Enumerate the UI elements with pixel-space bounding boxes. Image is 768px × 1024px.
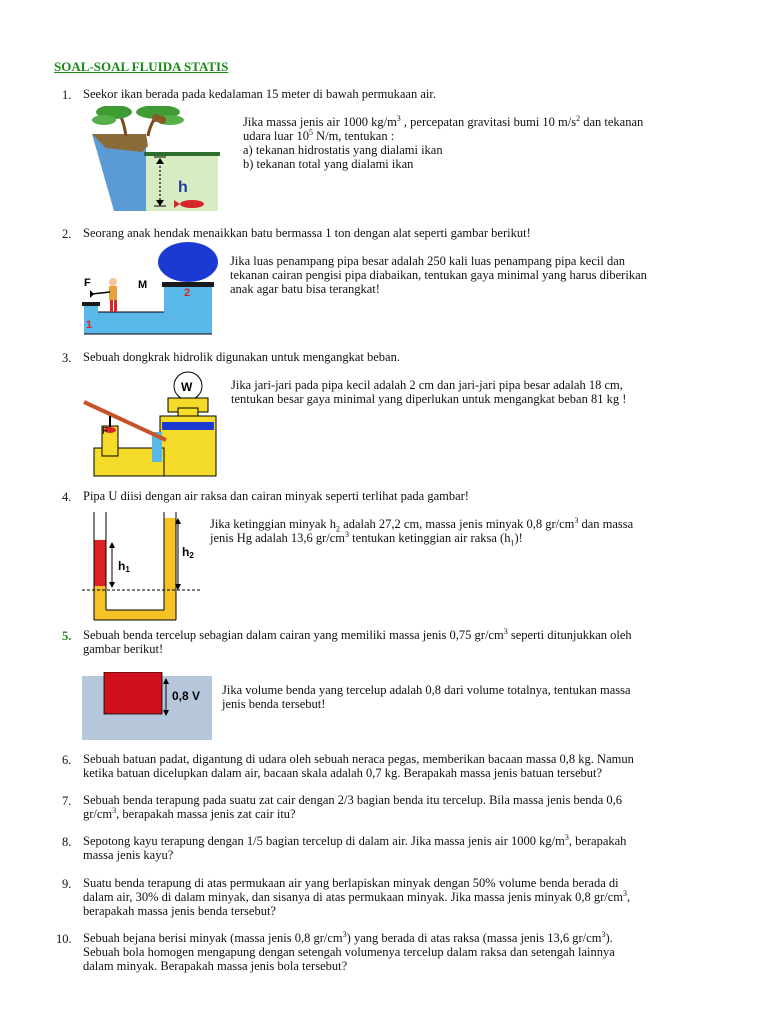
question-4-stem: Pipa U diisi dengan air raksa dan cairan minyak seperti terlihat pada gambar! <box>83 489 469 503</box>
question-5-stem-2: gambar berikut! <box>83 642 164 656</box>
question-6-line-1: Sebuah batuan padat, digantung di udara oleh sebuah neraca pegas, memberikan bacaan massa 0,8 kg. Namun <box>83 752 634 766</box>
figure-label-h: h <box>178 179 188 196</box>
figure-label-2: 2 <box>184 287 191 299</box>
question-9-line-2: dalam air, 30% di dalam minyak, dan sisanya di atas permukaan minyak. Jika massa jenis minyak 0,8 $gr/cm^3$, <box>83 888 631 904</box>
question-2-stem: Seorang anak hendak menaikkan batu bermassa 1 ton dengan alat seperti gambar berikut! <box>83 226 531 240</box>
question-7-number: 7. <box>62 794 72 808</box>
page-title: SOAL-SOAL FLUIDA STATIS <box>54 59 229 74</box>
question-2-line-2: tekanan cairan pengisi pipa diabaikan, tentukan gaya minimal yang harus diberikan <box>230 268 647 282</box>
figure-label-h2: h2 <box>182 545 194 560</box>
figure-label-h1: h1 <box>118 559 130 574</box>
question-5-line-2: jenis benda tersebut! <box>222 697 326 711</box>
figure-label-0.8V: 0,8 V <box>172 689 201 703</box>
question-10-line-1: Sebuah bejana berisi minyak (massa jenis 0,8 $gr/cm^3$) yang berada di atas raksa (massa jenis 13,6 $gr/cm^3$). <box>83 929 613 945</box>
question-3-stem: Sebuah dongkrak hidrolik digunakan untuk mengangkat beban. <box>83 350 400 364</box>
question-1-line-1: Jika massa jenis air 1000 $kg/m^3$ , percepatan gravitasi bumi 10 $m/s^2$ dan tekanan <box>243 113 644 129</box>
question-1-line-3: a) tekanan hidrostatis yang dialami ikan <box>243 143 443 157</box>
question-5-stem: Sebuah benda tercelup sebagian dalam cairan yang memiliki massa jenis 0,75 $gr/cm^3$ seperti ditunjukkan oleh <box>83 626 632 642</box>
figure-label-M: M <box>138 279 148 291</box>
question-3-number: 3. <box>62 351 72 365</box>
question-8-line-1: Sepotong kayu terapung dengan 1/5 bagian tercelup di dalam air. Jika massa jenis air 1000 $kg/m^3$, berapakah <box>83 832 627 848</box>
figure-label-F: F <box>84 277 91 289</box>
question-7-line-1: Sebuah benda terapung pada suatu zat cair dengan 2/3 bagian benda itu tercelup. Bila massa jenis benda 0,6 <box>83 793 623 807</box>
question-9-line-3: berapakah massa jenis benda tersebut? <box>83 904 276 918</box>
question-10-line-2: Sebuah bola homogen mengapung dengan setengah volumenya tercelup dalam raksa dan setengah lainnya <box>83 945 615 959</box>
question-4-line-1: Jika ketinggian minyak $h_2$ adalah 27,2 cm, massa jenis minyak 0,8 $gr/cm^3$ dan massa <box>210 515 634 534</box>
question-2-number: 2. <box>62 227 72 241</box>
question-8-number: 8. <box>62 835 72 849</box>
question-1-stem: Seekor ikan berada pada kedalaman 15 meter di bawah permukaan air. <box>83 87 436 101</box>
question-10-number: 10. <box>56 932 72 946</box>
question-1-number: 1. <box>62 88 72 102</box>
hydraulic-lift-figure <box>80 242 220 338</box>
question-4-number: 4. <box>62 490 72 504</box>
question-3-line-1: Jika jari-jari pada pipa kecil adalah 2 cm dan jari-jari pipa besar adalah 18 cm, <box>231 378 623 392</box>
question-4-line-2: jenis Hg adalah 13,6 $gr/cm^3$ tentukan ketinggian air raksa $(h_1)$! <box>210 529 523 548</box>
question-9-number: 9. <box>62 877 72 891</box>
figure-label-1: 1 <box>86 319 93 331</box>
figure-label-F: F <box>102 426 109 437</box>
question-1-line-2: udara luar $10^5$ N/m, tentukan : <box>243 127 395 143</box>
u-tube-figure <box>80 506 204 622</box>
question-10-line-3: dalam minyak. Berapakah massa jenis bola tersebut? <box>83 959 348 973</box>
question-6-line-2: ketika batuan dicelupkan dalam air, bacaan skala adalah 0,7 kg. Berapakah massa jenis batuan tersebut? <box>83 766 603 780</box>
question-3-line-2: tentukan besar gaya minimal yang diperlukan untuk mengangkat beban 81 kg ! <box>231 392 627 406</box>
question-2-line-3: anak agar batu bisa terangkat! <box>230 282 380 296</box>
fish-pond-figure <box>86 106 222 216</box>
question-6-number: 6. <box>62 753 72 767</box>
question-5-number: 5. <box>62 629 72 643</box>
question-9-line-1: Suatu benda terapung di atas permukaan air yang berlapiskan minyak dengan 50% volume benda berada di <box>83 876 619 890</box>
figure-label-W: W <box>181 380 193 394</box>
floating-block-figure <box>82 672 212 742</box>
question-7-line-2: $gr/cm^3$, berapakah massa jenis zat cair itu? <box>83 805 296 821</box>
question-1-line-4: b) tekanan total yang dialami ikan <box>243 157 414 171</box>
hydraulic-jack-figure <box>80 368 220 480</box>
question-8-line-2: massa jenis kayu? <box>83 848 174 862</box>
question-2-line-1: Jika luas penampang pipa besar adalah 250 kali luas penampang pipa kecil dan <box>230 254 626 268</box>
question-5-line-1: Jika volume benda yang tercelup adalah 0,8 dari volume totalnya, tentukan massa <box>222 683 631 697</box>
